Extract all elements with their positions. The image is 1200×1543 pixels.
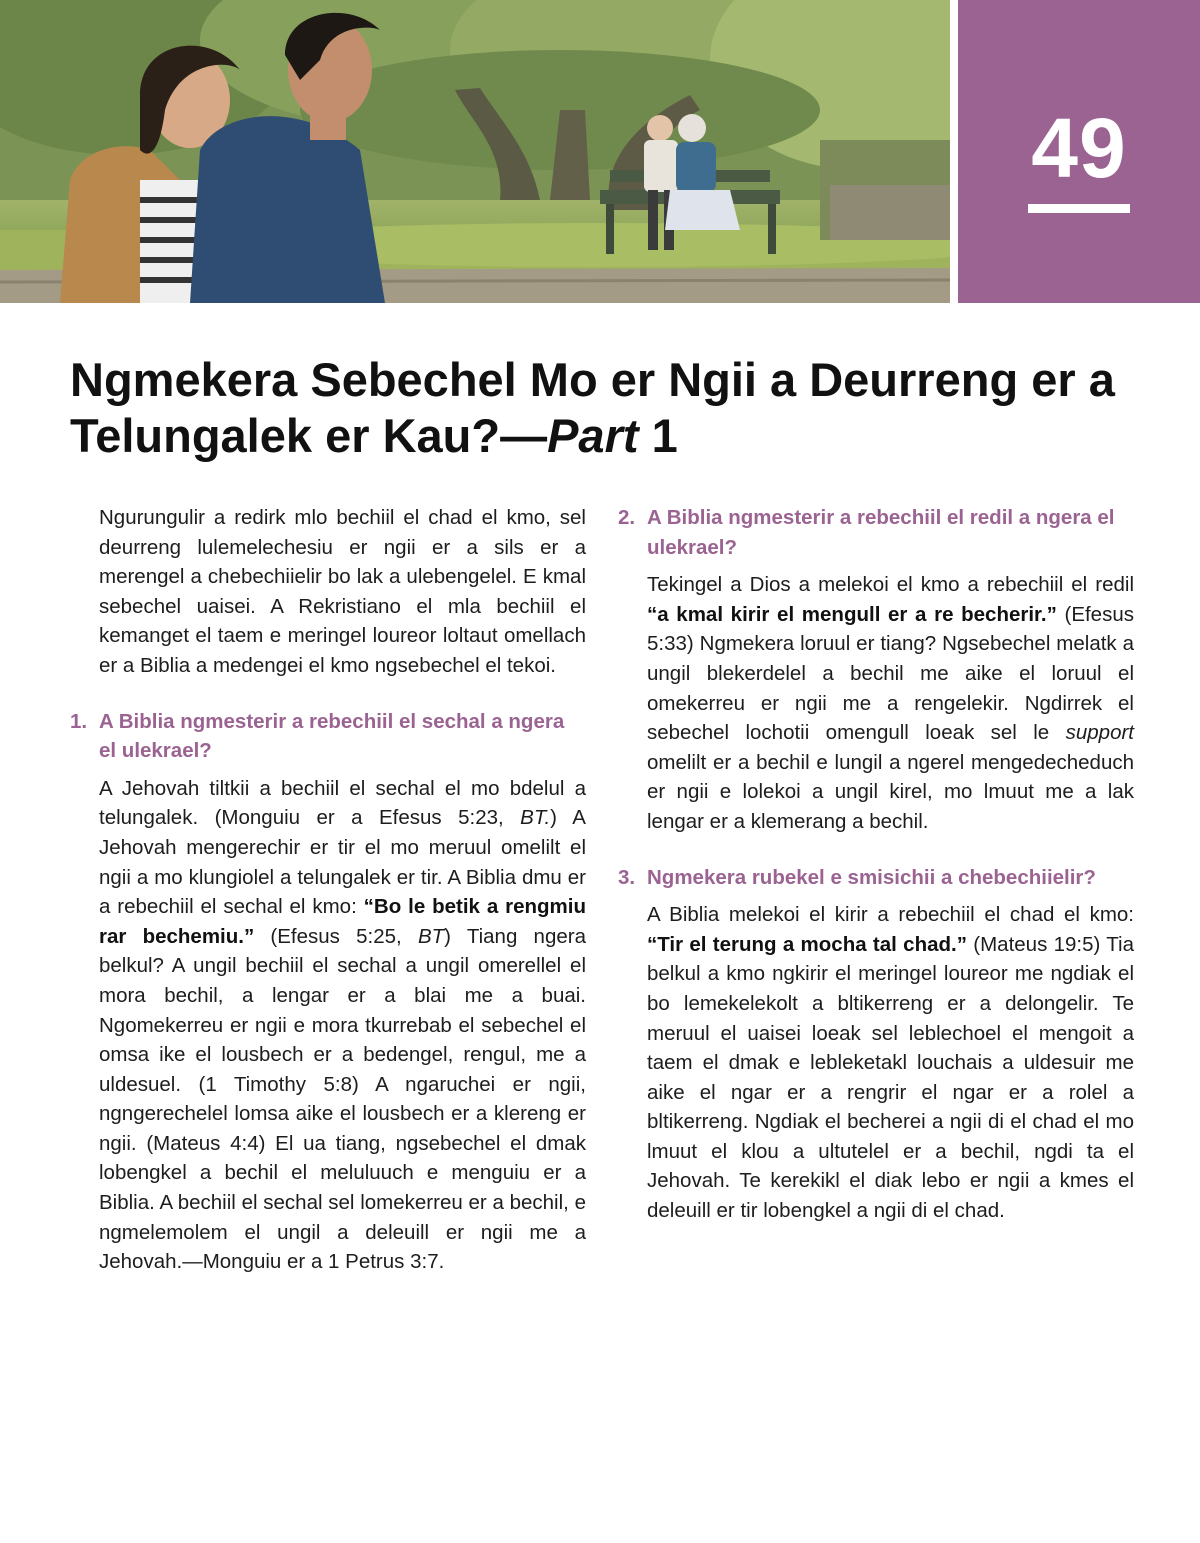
answer-1-text-d: ) Tiang ngera belkul? A ungil bechiil el sechal a ungil omerellel el mora bechil, a lengar er a blai me a buai. Ngomekerreu er ngii e mora tkurrebab el sebechel el omsa ike el lousbech er a bedengel, rengul, me a uldesuel. (1 Timothy 5:8) A ngaruchei er ngii, ngngerechelel lomsa aike el lousbech er a klereng er ngii. (Mateus 4:4) El ua tiang, ngsebechel el dmak lobengkel a bechil el meluluuch e menguiu er a Biblia. A bechiil el sechal sel lomekerreu er a bechil, e ngmelemolem el ungil a deleuill er ngii me a Jehovah.—Monguiu er a 1 Petrus 3:7.	[99, 924, 586, 1274]
title-italic: Part	[547, 409, 639, 462]
question-3	[618, 863, 1134, 893]
title-suffix: 1	[638, 409, 678, 462]
answer-3-quote: “Tir el terung a mocha tal chad.”	[647, 932, 967, 956]
question-1	[70, 707, 586, 766]
answer-1-text-b: ) A Jehovah mengerechir er tir el mo meruul omelilt el ngii a mo klungiolel a telungalek er tir. A Biblia dmu er a rebechiil el sechal el kmo:	[99, 806, 586, 919]
question-1-text: A Biblia ngmesterir a rebechiil el sechal a ngera el ulekrael?	[99, 709, 565, 763]
right-column	[618, 503, 1134, 1226]
answer-1-text-c: (Efesus 5:25,	[254, 924, 418, 948]
answer-1-italic-b: BT	[417, 924, 445, 948]
answer-3-text-b: (Mateus 19:5) Tia belkul a kmo ngkirir el meringel loureor me ngdiak el bo lemekelekolt a bltikerreng er a delongelir. Te meruul el uaisei loeak sel leblechoel el mengoit a taem el dmak e lebleketakl louchais a uldesuir me aike el ngar er a rengrir el ngar er a rolel a bltikerreng. Ngdiak el becherei a ngii di el chad el mo lmuut el klou a ultutelel er a bechil, ngdi ta el Jehovah. Te kerekikl el diak lebo er ngii a kmes el deleuill er tir lobengkel a ngii di el chad.	[647, 932, 1135, 1223]
question-2-number: 2.	[618, 506, 636, 529]
answer-1-italic-a: BT.	[520, 806, 551, 830]
page-title	[70, 352, 1140, 464]
question-3-number: 3.	[618, 865, 636, 889]
answer-1-paragraph	[99, 774, 586, 1277]
title-main: Ngmekera Sebechel Mo er Ngii a Deurreng er a Telungalek er Kau?—	[70, 353, 1115, 462]
answer-3-text-a: A Biblia melekoi el kirir a rebechiil el chad el kmo:	[647, 903, 1134, 927]
lesson-number-box	[958, 0, 1200, 303]
answer-2-text-b: (Efesus 5:33) Ngmekera loruul er tiang? Ngsebechel melatk a ungil blekerdelel a bechil me aike el loruul el omekerreu er ngii me a rengelekir. Ngdirrek el sebechel lochotii omengull loeak sel le	[647, 602, 1134, 745]
answer-3-paragraph	[647, 900, 1134, 1226]
question-1-number: 1.	[70, 709, 88, 733]
lesson-number: 49	[1031, 101, 1127, 195]
question-2	[618, 503, 1134, 562]
question-2-text: A Biblia ngmesterir a rebechiil el redil a ngera el ulekrael?	[647, 506, 1115, 559]
answer-1-quote: “Bo le betik a rengmiu rar bechemiu.”	[99, 895, 586, 948]
left-column	[70, 503, 586, 1277]
hero-photo	[0, 0, 950, 303]
question-3-text: Ngmekera rubekel e smisichii a chebechiielir?	[647, 865, 1096, 889]
answer-2-italic: support	[1065, 721, 1134, 745]
answer-2-text-a: Tekingel a Dios a melekoi el kmo a rebechiil el redil	[647, 573, 1134, 597]
park-couples-illustration	[0, 0, 950, 303]
answer-1-text-a: A Jehovah tiltkii a bechiil el sechal el mo bdelul a telungalek. (Monguiu er a Efesus 5:23,	[99, 776, 586, 830]
answer-2-quote: “a kmal kirir el mengull er a re becherir.”	[647, 602, 1057, 626]
lesson-number-underline	[1028, 204, 1130, 213]
intro-paragraph: Ngurungulir a redirk mlo bechiil el chad el kmo, sel deurreng lulemelechesiu er ngii er a sils er a merengel a chebechiielir bo lak a ulebengelel. E kmal sebechel uaisei. A Rekristiano el mla bechiil el kemanget el taem e meringel loureor loltaut omellach er a Biblia a medengei el kmo ngsebechel el tekoi.	[99, 506, 586, 677]
answer-2-text-c: omelilt er a bechil e lungil a ngerel mengedecheduch er ngii e lolekoi a ungil kirel, mo lmuut me a lak lengar er a klemerang a bechil.	[647, 750, 1134, 833]
answer-2-paragraph	[647, 570, 1134, 836]
